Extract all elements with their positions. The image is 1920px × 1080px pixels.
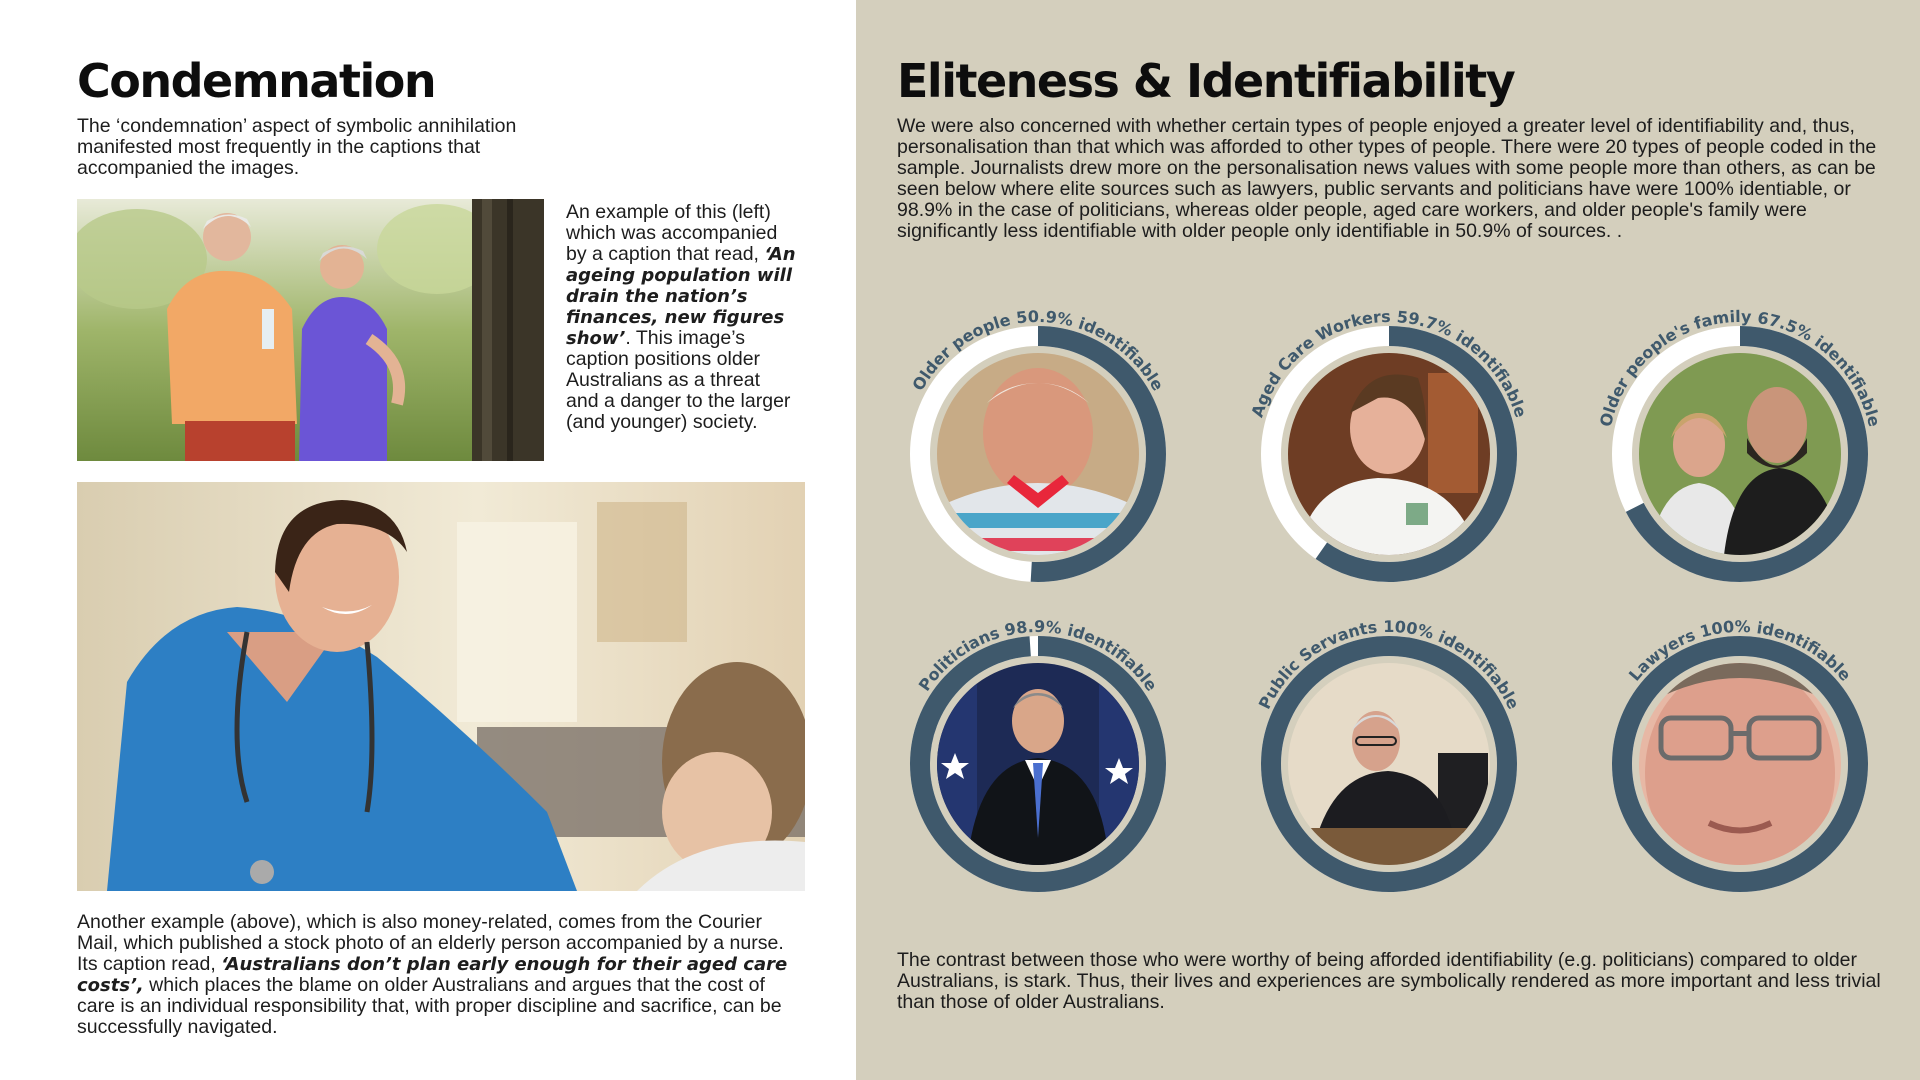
older-man-photo — [937, 353, 1139, 555]
public-servant-photo — [1288, 663, 1490, 865]
example1-post: . This image’s caption positions older Australians as a threat and a danger to the larger (and younger) society. — [566, 327, 791, 433]
family-photo — [1639, 353, 1841, 555]
portrait-older-peoples-family — [1595, 300, 1885, 610]
politician-photo — [937, 663, 1139, 865]
nurse-photo — [77, 482, 805, 891]
example1-pre: An example of this (left) which was accompanied by a caption that read, — [566, 201, 778, 265]
example2-text — [77, 912, 807, 1038]
example2-pre: Another example (above), which is also money-related, comes from the Courier Mail, which published a stock photo of an elderly person accompanied by a nurse. Its caption read, — [77, 911, 784, 975]
portrait-politicians — [903, 610, 1173, 920]
portrait-public-servants — [1254, 610, 1524, 920]
portrait-label: Aged Care Workers 59.7% identifiable — [1247, 306, 1531, 420]
example2-quote: ‘Australians don’t plan early enough for their aged care costs’, — [77, 954, 788, 996]
eliteness-conclusion: The contrast between those who were worthy of being afforded identifiability (e.g. politicians) compared to older Australians, is stark. Thus, their lives and experiences are symbolically rendered as more important and less trivial than those of older Australians. — [897, 949, 1881, 1013]
eliteness-heading: Eliteness & Identifiability — [897, 54, 1515, 108]
condemnation-heading: Condemnation — [77, 54, 436, 108]
aged-care-worker-photo — [1288, 353, 1490, 555]
portrait-aged-care-workers — [1247, 300, 1531, 610]
eliteness-intro: We were also concerned with whether certain types of people enjoyed a greater level of identifiability and, thus, personalisation than that which was afforded to other types of people. There were 20 types of people coded in the sample. Journalists drew more on the personalisation news values with some people more than others, as can be seen below where elite sources such as lawyers, public servants and politicians have were 100% identiable, or 98.9% in the case of politicians, whereas older people, aged care workers, and older people's family were significantly less identifiable with older people only identifiable in 50.9% of sources. . — [897, 115, 1877, 242]
example2-post: which places the blame on older Australians and argues that the cost of care is an individual responsibility that, with proper discipline and sacrifice, can be successfully navigated. — [77, 974, 782, 1038]
right-page — [856, 0, 1920, 1080]
lawyer-photo — [1639, 663, 1841, 865]
portrait-label: Politicians 98.9% identifiable — [914, 616, 1162, 695]
portrait-label: Lawyers 100% identifiable — [1625, 616, 1855, 685]
portrait-lawyers — [1605, 610, 1875, 920]
older-couple-photo — [77, 199, 544, 461]
portrait-label: Public Servants 100% identifiable — [1254, 616, 1524, 713]
portrait-label: Older people 50.9% identifiable — [908, 306, 1168, 394]
left-page — [0, 0, 856, 1080]
condemnation-intro: The ‘condemnation’ aspect of symbolic annihilation manifested most frequently in the captions that accompanied the images. — [77, 115, 517, 179]
portrait-older-people — [903, 300, 1173, 610]
example1-quote: ‘An ageing population will drain the nation’s finances, new figures show’ — [566, 244, 796, 349]
example1-text — [566, 202, 796, 433]
portrait-label: Older people's family 67.5% identifiable — [1595, 306, 1885, 429]
